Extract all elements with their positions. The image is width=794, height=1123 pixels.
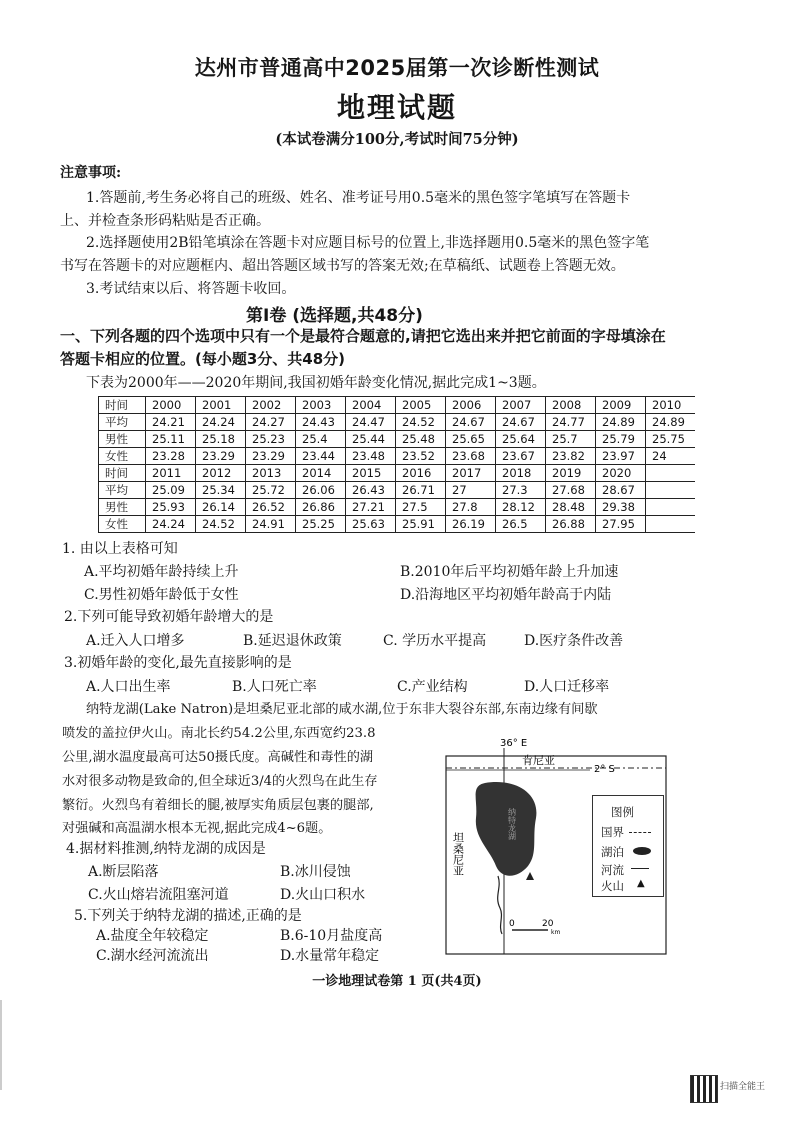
notice-item-1: 1.答题前,考生务必将自己的班级、姓名、准考证号用0.5毫米的黑色签字笔填写在答题卡 [86, 190, 631, 206]
table-cell: 27.3 [496, 482, 546, 499]
table-row-header: 女性 [99, 448, 146, 465]
table-cell: 24.47 [346, 414, 396, 431]
table-row-header: 平均 [99, 482, 146, 499]
q4-stem: 4.据材料推测,纳特龙湖的成因是 [66, 841, 266, 857]
table-cell: 26.52 [246, 499, 296, 516]
q3-option-c: C.产业结构 [397, 679, 468, 695]
table-cell: 27.95 [596, 516, 646, 533]
table-cell: 25.4 [296, 431, 346, 448]
table-cell: 2011 [146, 465, 196, 482]
table-cell: 23.67 [496, 448, 546, 465]
q5-option-b: B.6-10月盐度高 [280, 928, 383, 944]
table-cell: 26.43 [346, 482, 396, 499]
table-cell: 28.12 [496, 499, 546, 516]
table-cell: 29.38 [596, 499, 646, 516]
legend-lake: 湖泊 [601, 845, 624, 859]
table-row [99, 414, 696, 431]
table-cell: 26.14 [196, 499, 246, 516]
q5-option-c: C.湖水经河流流出 [96, 948, 209, 964]
q4-option-d: D.火山口积水 [280, 887, 366, 903]
table-cell: 25.91 [396, 516, 446, 533]
q3-option-a: A.人口出生率 [86, 679, 171, 695]
scale-zero: 0 [509, 919, 515, 929]
table-cell: 26.06 [296, 482, 346, 499]
table-cell: 24.24 [196, 414, 246, 431]
table-cell: 2012 [196, 465, 246, 482]
table-cell: 26.5 [496, 516, 546, 533]
scan-edge-mark [0, 1000, 22, 1090]
table-intro: 下表为2000年——2020年期间,我国初婚年龄变化情况,据此完成1~3题。 [86, 375, 546, 391]
country-south-label: 坦桑尼亚 [451, 832, 465, 876]
table-row-header: 女性 [99, 516, 146, 533]
q2-option-a: A.迁入人口增多 [86, 633, 185, 649]
legend-border: 国界 [601, 825, 624, 839]
table-row-header: 平均 [99, 414, 146, 431]
table-cell: 24.67 [496, 414, 546, 431]
q3-stem: 3.初婚年龄的变化,最先直接影响的是 [64, 655, 292, 671]
table-cell: 2004 [346, 397, 396, 414]
lat-label: 2° S [594, 764, 615, 775]
table-row [99, 499, 696, 516]
table-cell: 2005 [396, 397, 446, 414]
lake-shape [476, 782, 537, 876]
q1-option-b: B.2010年后平均初婚年龄上升加速 [400, 564, 619, 580]
q5-option-d: D.水量常年稳定 [280, 948, 380, 964]
table-cell: 2009 [596, 397, 646, 414]
table-cell: 26.88 [546, 516, 596, 533]
table-cell: 24.52 [396, 414, 446, 431]
table-cell: 23.29 [196, 448, 246, 465]
table-cell: 24.24 [146, 516, 196, 533]
table-cell: 2020 [596, 465, 646, 482]
table-cell: 25.65 [446, 431, 496, 448]
table-row [99, 482, 696, 499]
section-instruction-1: 一、下列各题的四个选项中只有一个是最符合题意的,请把它选出来并把它前面的字母填涂在 [60, 327, 666, 345]
table-cell: 27 [446, 482, 496, 499]
table-cell: 27.21 [346, 499, 396, 516]
table-cell: 28.67 [596, 482, 646, 499]
table-cell [646, 465, 696, 482]
section-instruction-2: 答题卡相应的位置。(每小题3分、共48分) [60, 350, 346, 368]
table-cell: 26.71 [396, 482, 446, 499]
table-cell: 2010 [646, 397, 696, 414]
q1-stem: 1. 由以上表格可知 [62, 541, 178, 557]
table-row-header: 男性 [99, 431, 146, 448]
scale-end: 20 [542, 919, 554, 929]
legend-volcano-icon: ▲ [637, 878, 645, 889]
table-row [99, 397, 696, 414]
table-cell: 25.72 [246, 482, 296, 499]
table-cell: 25.93 [146, 499, 196, 516]
table-cell: 2002 [246, 397, 296, 414]
river-line [498, 876, 502, 934]
q1-option-a: A.平均初婚年龄持续上升 [84, 564, 239, 580]
legend-title: 图例 [611, 805, 634, 819]
legend-border-symbol [629, 832, 651, 833]
legend-volcano: 火山 [601, 879, 624, 893]
qr-code-icon [690, 1075, 718, 1103]
q4-option-a: A.断层陷落 [88, 864, 159, 880]
passage-line-2: 喷发的盖拉伊火山。南北长约54.2公里,东西宽约23.8 [62, 726, 376, 741]
table-cell: 2014 [296, 465, 346, 482]
passage-line-3: 公里,湖水温度最高可达50摄氏度。高碱性和毒性的湖 [62, 750, 374, 765]
q3-option-d: D.人口迁移率 [524, 679, 610, 695]
table-cell: 24.89 [596, 414, 646, 431]
notice-item-2: 2.选择题使用2B铅笔填涂在答题卡对应题目标号的位置上,非选择题用0.5毫米的黑色签字笔 [86, 235, 650, 251]
table-cell: 2016 [396, 465, 446, 482]
legend-river: 河流 [601, 863, 624, 877]
table-cell: 24 [646, 448, 696, 465]
section-title: 第Ⅰ卷 (选择题,共48分) [246, 306, 423, 326]
table-cell: 24.91 [246, 516, 296, 533]
notice-item-1-cont: 上、并检查条形码粘贴是否正确。 [60, 213, 270, 229]
lake-label: 纳特龙湖 [507, 808, 517, 840]
table-cell: 23.44 [296, 448, 346, 465]
table-cell: 24.21 [146, 414, 196, 431]
table-cell: 2003 [296, 397, 346, 414]
table-cell: 23.29 [246, 448, 296, 465]
table-cell: 23.68 [446, 448, 496, 465]
table-cell: 25.75 [646, 431, 696, 448]
table-row-header: 男性 [99, 499, 146, 516]
table-cell: 25.09 [146, 482, 196, 499]
volcano-icon [526, 872, 534, 880]
marriage-age-table [98, 396, 695, 533]
table-cell: 2013 [246, 465, 296, 482]
table-row-header: 时间 [99, 397, 146, 414]
table-cell: 25.7 [546, 431, 596, 448]
table-cell: 25.48 [396, 431, 446, 448]
table-cell: 23.82 [546, 448, 596, 465]
notice-item-2-cont: 书写在答题卡的对应题框内、超出答题区域书写的答案无效;在草稿纸、试题卷上答题无效。 [60, 258, 625, 274]
q2-option-c: C. 学历水平提高 [383, 633, 487, 649]
table-cell [646, 499, 696, 516]
scanner-watermark: 扫描全能王 [720, 1082, 766, 1092]
q4-option-c: C.火山熔岩流阻塞河道 [88, 887, 229, 903]
table-cell: 27.68 [546, 482, 596, 499]
table-cell: 25.64 [496, 431, 546, 448]
table-cell: 24.43 [296, 414, 346, 431]
table-cell: 26.19 [446, 516, 496, 533]
table-row-header: 时间 [99, 465, 146, 482]
table-cell: 2019 [546, 465, 596, 482]
table-cell: 25.18 [196, 431, 246, 448]
table-cell [646, 516, 696, 533]
table-cell: 24.27 [246, 414, 296, 431]
map-legend [592, 795, 664, 897]
passage-line-4: 水对很多动物是致命的,但全球近3/4的火烈鸟在此生存 [62, 774, 378, 789]
table-cell: 23.97 [596, 448, 646, 465]
page-footer: 一诊地理试卷第 1 页(共4页) [312, 974, 482, 989]
table-cell: 2008 [546, 397, 596, 414]
table-cell: 2018 [496, 465, 546, 482]
table-row [99, 465, 696, 482]
table-cell: 2006 [446, 397, 496, 414]
table-row [99, 448, 696, 465]
table-cell: 2017 [446, 465, 496, 482]
country-north-label: 肯尼亚 [522, 754, 555, 767]
q1-option-d: D.沿海地区平均初婚年龄高于内陆 [400, 587, 612, 603]
table-cell: 23.52 [396, 448, 446, 465]
table-cell: 26.86 [296, 499, 346, 516]
q4-option-b: B.冰川侵蚀 [280, 864, 351, 880]
passage-line-5: 繁衍。火烈鸟有着细长的腿,被厚实角质层包裹的腿部, [62, 798, 374, 813]
scale-unit: km [551, 929, 561, 936]
table-cell: 2001 [196, 397, 246, 414]
table-cell: 24.52 [196, 516, 246, 533]
passage-line-6: 对强碱和高温湖水根本无视,据此完成4~6题。 [62, 821, 332, 836]
q2-stem: 2.下列可能导致初婚年龄增大的是 [64, 609, 274, 625]
table-cell: 25.25 [296, 516, 346, 533]
table-cell: 25.63 [346, 516, 396, 533]
q1-option-c: C.男性初婚年龄低于女性 [84, 587, 239, 603]
table-row [99, 431, 696, 448]
table-cell: 27.8 [446, 499, 496, 516]
table-cell [646, 482, 696, 499]
table-cell: 25.44 [346, 431, 396, 448]
table-row [99, 516, 696, 533]
table-cell: 24.77 [546, 414, 596, 431]
table-cell: 2015 [346, 465, 396, 482]
lon-label: 36° E [500, 738, 528, 749]
passage-line-1: 纳特龙湖(Lake Natron)是坦桑尼亚北部的咸水湖,位于东非大裂谷东部,东南边缘有间歇 [86, 702, 598, 717]
subject-title: 地理试题 [336, 91, 457, 124]
table-cell: 28.48 [546, 499, 596, 516]
notice-item-3: 3.考试结束以后、将答题卡收回。 [86, 281, 296, 297]
table-cell: 27.5 [396, 499, 446, 516]
exam-title: 达州市普通高中2025届第一次诊断性测试 [194, 56, 600, 80]
table-cell: 25.79 [596, 431, 646, 448]
table-cell: 24.67 [446, 414, 496, 431]
table-cell: 25.34 [196, 482, 246, 499]
q5-stem: 5.下列关于纳特龙湖的描述,正确的是 [74, 908, 302, 924]
table-cell: 2007 [496, 397, 546, 414]
table-cell: 2000 [146, 397, 196, 414]
exam-note: (本试卷满分100分,考试时间75分钟) [275, 131, 519, 148]
legend-lake-symbol [633, 847, 651, 855]
q3-option-b: B.人口死亡率 [232, 679, 317, 695]
q2-option-b: B.延迟退休政策 [243, 633, 342, 649]
table-cell: 25.11 [146, 431, 196, 448]
q5-option-a: A.盐度全年较稳定 [96, 928, 209, 944]
legend-river-symbol [631, 868, 649, 869]
notice-heading: 注意事项: [60, 165, 122, 181]
table-cell: 25.23 [246, 431, 296, 448]
q2-option-d: D.医疗条件改善 [524, 633, 624, 649]
table-cell: 23.28 [146, 448, 196, 465]
table-cell: 23.48 [346, 448, 396, 465]
table-cell: 24.89 [646, 414, 696, 431]
